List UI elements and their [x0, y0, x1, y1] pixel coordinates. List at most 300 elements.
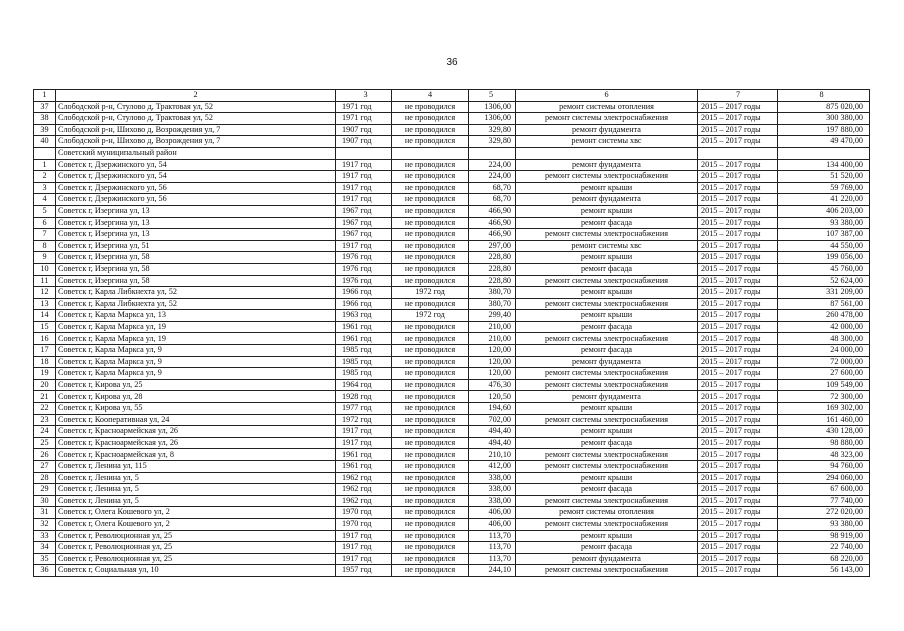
work-type-cell: ремонт системы электроснабжения [516, 414, 698, 426]
address-cell: Советск г, Дзержинского ул, 56 [56, 194, 336, 206]
overhaul-year-cell: не проводился [392, 495, 469, 507]
row-number: 14 [34, 310, 56, 322]
table-row [34, 426, 870, 438]
row-number: 19 [34, 368, 56, 380]
district-row [34, 147, 870, 159]
row-number: 12 [34, 287, 56, 299]
row-number: 24 [34, 426, 56, 438]
work-type-cell: ремонт фасада [516, 217, 698, 229]
build-year-cell: 1985 год [336, 368, 392, 380]
column-number-5: 5 [469, 90, 516, 102]
table-row [34, 379, 870, 391]
build-year-cell: 1976 год [336, 275, 392, 287]
table-row [34, 437, 870, 449]
row-number: 1 [34, 159, 56, 171]
period-cell: 2015 – 2017 годы [698, 275, 778, 287]
work-type-cell: ремонт системы электроснабжения [516, 229, 698, 241]
overhaul-year-cell: не проводился [392, 252, 469, 264]
area-cell: 1306,00 [469, 113, 516, 125]
work-type-cell: ремонт крыши [516, 205, 698, 217]
work-type-cell: ремонт системы электроснабжения [516, 113, 698, 125]
address-cell: Советск г, Дзержинского ул, 54 [56, 159, 336, 171]
table-row [34, 414, 870, 426]
row-number: 9 [34, 252, 56, 264]
overhaul-year-cell: не проводился [392, 182, 469, 194]
area-cell: 329,80 [469, 136, 516, 148]
build-year-cell: 1957 год [336, 565, 392, 577]
area-cell: 406,00 [469, 518, 516, 530]
work-type-cell: ремонт фасада [516, 437, 698, 449]
table-row [34, 495, 870, 507]
area-cell: 113,70 [469, 553, 516, 565]
address-cell: Советск г, Ленина ул, 115 [56, 461, 336, 473]
column-number-3: 3 [336, 90, 392, 102]
period-cell: 2015 – 2017 годы [698, 101, 778, 113]
period-cell: 2015 – 2017 годы [698, 391, 778, 403]
area-cell: 1306,00 [469, 101, 516, 113]
work-type-cell: ремонт системы электроснабжения [516, 565, 698, 577]
cost-cell: 331 209,00 [778, 287, 870, 299]
work-type-cell: ремонт системы электроснабжения [516, 333, 698, 345]
address-cell: Советск г, Кооперативная ул, 24 [56, 414, 336, 426]
overhaul-year-cell: не проводился [392, 124, 469, 136]
table-row [34, 542, 870, 554]
cost-cell: 72 300,00 [778, 391, 870, 403]
build-year-cell: 1917 год [336, 240, 392, 252]
overhaul-year-cell: не проводился [392, 217, 469, 229]
overhaul-year-cell: не проводился [392, 565, 469, 577]
work-type-cell: ремонт крыши [516, 310, 698, 322]
address-cell: Советск г, Кирова ул, 28 [56, 391, 336, 403]
build-year-cell: 1985 год [336, 345, 392, 357]
build-year-cell: 1917 год [336, 530, 392, 542]
address-cell: Советск г, Революционная ул, 25 [56, 553, 336, 565]
row-number: 32 [34, 518, 56, 530]
build-year-cell: 1976 год [336, 252, 392, 264]
period-cell: 2015 – 2017 годы [698, 530, 778, 542]
table-row [34, 240, 870, 252]
area-cell: 466,90 [469, 229, 516, 241]
overhaul-year-cell: не проводился [392, 159, 469, 171]
overhaul-year-cell: не проводился [392, 518, 469, 530]
work-type-cell: ремонт системы электроснабжения [516, 275, 698, 287]
table-row [34, 553, 870, 565]
work-type-cell: ремонт крыши [516, 403, 698, 415]
overhaul-year-cell: не проводился [392, 507, 469, 519]
build-year-cell: 1967 год [336, 217, 392, 229]
build-year-cell: 1964 год [336, 379, 392, 391]
row-number: 27 [34, 461, 56, 473]
overhaul-year-cell: не проводился [392, 437, 469, 449]
table-row [34, 287, 870, 299]
work-type-cell: ремонт крыши [516, 252, 698, 264]
area-cell: 228,80 [469, 252, 516, 264]
cost-cell: 93 380,00 [778, 518, 870, 530]
row-number: 31 [34, 507, 56, 519]
overhaul-year-cell: не проводился [392, 403, 469, 415]
work-type-cell: ремонт фасада [516, 484, 698, 496]
table-row [34, 461, 870, 473]
table-row [34, 275, 870, 287]
cost-cell: 77 740,00 [778, 495, 870, 507]
work-type-cell: ремонт фундамента [516, 194, 698, 206]
address-cell: Советск г, Карла Маркса ул, 9 [56, 368, 336, 380]
work-type-cell: ремонт системы электроснабжения [516, 171, 698, 183]
address-cell: Советск г, Карла Маркса ул, 19 [56, 321, 336, 333]
repair-registry-table [33, 89, 870, 577]
cost-cell: 48 323,00 [778, 449, 870, 461]
address-cell: Советск г, Карла Маркса ул, 9 [56, 345, 336, 357]
address-cell: Советск г, Карла Либкнехта ул, 52 [56, 298, 336, 310]
row-number: 34 [34, 542, 56, 554]
cost-cell: 294 060,00 [778, 472, 870, 484]
table-row [34, 368, 870, 380]
build-year-cell: 1966 год [336, 287, 392, 299]
work-type-cell: ремонт крыши [516, 182, 698, 194]
period-cell: 2015 – 2017 годы [698, 252, 778, 264]
table-row [34, 263, 870, 275]
cost-cell: 72 000,00 [778, 356, 870, 368]
period-cell: 2015 – 2017 годы [698, 298, 778, 310]
area-cell: 68,70 [469, 182, 516, 194]
area-cell: 120,00 [469, 356, 516, 368]
cost-cell: 41 220,00 [778, 194, 870, 206]
address-cell: Слободской р-н, Шихово д, Возрождения ул, 7 [56, 124, 336, 136]
overhaul-year-cell: не проводился [392, 356, 469, 368]
empty-cell [778, 147, 870, 159]
overhaul-year-cell: не проводился [392, 542, 469, 554]
empty-cell [392, 147, 469, 159]
row-number: 25 [34, 437, 56, 449]
work-type-cell: ремонт системы отопления [516, 507, 698, 519]
area-cell: 338,00 [469, 484, 516, 496]
cost-cell: 134 400,00 [778, 159, 870, 171]
cost-cell: 199 056,00 [778, 252, 870, 264]
area-cell: 702,00 [469, 414, 516, 426]
cost-cell: 94 760,00 [778, 461, 870, 473]
address-cell: Советск г, Изергина ул, 58 [56, 252, 336, 264]
row-number: 30 [34, 495, 56, 507]
build-year-cell: 1972 год [336, 414, 392, 426]
overhaul-year-cell: не проводился [392, 101, 469, 113]
period-cell: 2015 – 2017 годы [698, 182, 778, 194]
table-row [34, 449, 870, 461]
period-cell: 2015 – 2017 годы [698, 542, 778, 554]
overhaul-year-cell: не проводился [392, 194, 469, 206]
period-cell: 2015 – 2017 годы [698, 461, 778, 473]
overhaul-year-cell: не проводился [392, 298, 469, 310]
cost-cell: 51 520,00 [778, 171, 870, 183]
work-type-cell: ремонт крыши [516, 426, 698, 438]
area-cell: 329,80 [469, 124, 516, 136]
overhaul-year-cell: не проводился [392, 484, 469, 496]
row-number: 29 [34, 484, 56, 496]
build-year-cell: 1917 год [336, 171, 392, 183]
overhaul-year-cell: не проводился [392, 240, 469, 252]
build-year-cell: 1907 год [336, 136, 392, 148]
address-cell: Советск г, Красноармейская ул, 26 [56, 426, 336, 438]
row-number: 6 [34, 217, 56, 229]
row-number: 26 [34, 449, 56, 461]
address-cell: Слободской р-н, Стулово д, Трактовая ул, 52 [56, 113, 336, 125]
address-cell: Советск г, Изергина ул, 13 [56, 229, 336, 241]
area-cell: 224,00 [469, 171, 516, 183]
area-cell: 210,00 [469, 333, 516, 345]
row-number: 36 [34, 565, 56, 577]
address-cell: Советск г, Изергина ул, 13 [56, 205, 336, 217]
row-number: 17 [34, 345, 56, 357]
build-year-cell: 1917 год [336, 182, 392, 194]
period-cell: 2015 – 2017 годы [698, 553, 778, 565]
work-type-cell: ремонт системы хвс [516, 240, 698, 252]
page-number: 36 [446, 57, 458, 68]
build-year-cell: 1907 год [336, 124, 392, 136]
build-year-cell: 1917 год [336, 553, 392, 565]
address-cell: Советск г, Ленина ул, 5 [56, 484, 336, 496]
area-cell: 224,00 [469, 159, 516, 171]
period-cell: 2015 – 2017 годы [698, 263, 778, 275]
cost-cell: 93 380,00 [778, 217, 870, 229]
overhaul-year-cell: не проводился [392, 205, 469, 217]
period-cell: 2015 – 2017 годы [698, 333, 778, 345]
work-type-cell: ремонт системы электроснабжения [516, 298, 698, 310]
period-cell: 2015 – 2017 годы [698, 159, 778, 171]
area-cell: 120,00 [469, 345, 516, 357]
row-number: 16 [34, 333, 56, 345]
overhaul-year-cell: не проводился [392, 345, 469, 357]
row-number: 21 [34, 391, 56, 403]
row-number: 15 [34, 321, 56, 333]
work-type-cell: ремонт системы отопления [516, 101, 698, 113]
column-number-2: 2 [56, 90, 336, 102]
table-row [34, 518, 870, 530]
table-body [34, 90, 870, 577]
row-number: 39 [34, 124, 56, 136]
area-cell: 68,70 [469, 194, 516, 206]
table-row [34, 321, 870, 333]
cost-cell: 45 760,00 [778, 263, 870, 275]
build-year-cell: 1966 год [336, 298, 392, 310]
address-cell: Советск г, Революционная ул, 25 [56, 530, 336, 542]
table-row [34, 356, 870, 368]
table-row [34, 530, 870, 542]
address-cell: Советск г, Революционная ул, 25 [56, 542, 336, 554]
work-type-cell: ремонт системы электроснабжения [516, 379, 698, 391]
overhaul-year-cell: не проводился [392, 275, 469, 287]
work-type-cell: ремонт крыши [516, 472, 698, 484]
area-cell: 466,90 [469, 205, 516, 217]
cost-cell: 875 020,00 [778, 101, 870, 113]
build-year-cell: 1928 год [336, 391, 392, 403]
build-year-cell: 1963 год [336, 310, 392, 322]
period-cell: 2015 – 2017 годы [698, 356, 778, 368]
period-cell: 2015 – 2017 годы [698, 124, 778, 136]
area-cell: 466,90 [469, 217, 516, 229]
overhaul-year-cell: не проводился [392, 113, 469, 125]
area-cell: 297,00 [469, 240, 516, 252]
work-type-cell: ремонт крыши [516, 530, 698, 542]
empty-cell [34, 147, 56, 159]
table-row [34, 507, 870, 519]
table-row [34, 252, 870, 264]
period-cell: 2015 – 2017 годы [698, 449, 778, 461]
row-number: 22 [34, 403, 56, 415]
row-number: 10 [34, 263, 56, 275]
column-number-8: 8 [778, 90, 870, 102]
overhaul-year-cell: не проводился [392, 368, 469, 380]
address-cell: Советск г, Кирова ул, 55 [56, 403, 336, 415]
period-cell: 2015 – 2017 годы [698, 484, 778, 496]
area-cell: 476,30 [469, 379, 516, 391]
table-row [34, 101, 870, 113]
row-number: 28 [34, 472, 56, 484]
area-cell: 113,70 [469, 530, 516, 542]
build-year-cell: 1962 год [336, 484, 392, 496]
work-type-cell: ремонт фасада [516, 542, 698, 554]
address-cell: Советск г, Дзержинского ул, 54 [56, 171, 336, 183]
cost-cell: 42 000,00 [778, 321, 870, 333]
area-cell: 494,40 [469, 437, 516, 449]
overhaul-year-cell: не проводился [392, 426, 469, 438]
district-label: Советский муниципальный район [56, 147, 336, 159]
period-cell: 2015 – 2017 годы [698, 368, 778, 380]
table-row [34, 310, 870, 322]
work-type-cell: ремонт фасада [516, 263, 698, 275]
period-cell: 2015 – 2017 годы [698, 287, 778, 299]
work-type-cell: ремонт системы хвс [516, 136, 698, 148]
period-cell: 2015 – 2017 годы [698, 437, 778, 449]
area-cell: 120,00 [469, 368, 516, 380]
cost-cell: 197 880,00 [778, 124, 870, 136]
period-cell: 2015 – 2017 годы [698, 379, 778, 391]
build-year-cell: 1970 год [336, 518, 392, 530]
header-row [34, 90, 870, 102]
address-cell: Слободской р-н, Шихово д, Возрождения ул, 7 [56, 136, 336, 148]
empty-cell [336, 147, 392, 159]
area-cell: 210,10 [469, 449, 516, 461]
address-cell: Советск г, Олега Кошевого ул, 2 [56, 518, 336, 530]
overhaul-year-cell: не проводился [392, 263, 469, 275]
table-row [34, 113, 870, 125]
build-year-cell: 1961 год [336, 321, 392, 333]
overhaul-year-cell: 1972 год [392, 310, 469, 322]
table-row [34, 182, 870, 194]
cost-cell: 48 300,00 [778, 333, 870, 345]
table-row [34, 205, 870, 217]
row-number: 7 [34, 229, 56, 241]
overhaul-year-cell: не проводился [392, 449, 469, 461]
row-number: 2 [34, 171, 56, 183]
row-number: 23 [34, 414, 56, 426]
build-year-cell: 1962 год [336, 472, 392, 484]
build-year-cell: 1917 год [336, 194, 392, 206]
address-cell: Советск г, Карла Маркса ул, 19 [56, 333, 336, 345]
cost-cell: 406 203,00 [778, 205, 870, 217]
table-row [34, 345, 870, 357]
address-cell: Советск г, Кирова ул, 25 [56, 379, 336, 391]
build-year-cell: 1917 год [336, 426, 392, 438]
area-cell: 113,70 [469, 542, 516, 554]
build-year-cell: 1917 год [336, 159, 392, 171]
cost-cell: 52 624,00 [778, 275, 870, 287]
row-number: 37 [34, 101, 56, 113]
cost-cell: 24 000,00 [778, 345, 870, 357]
table-row [34, 124, 870, 136]
column-number-6: 6 [516, 90, 698, 102]
column-number-7: 7 [698, 90, 778, 102]
table-row [34, 171, 870, 183]
cost-cell: 260 478,00 [778, 310, 870, 322]
cost-cell: 109 549,00 [778, 379, 870, 391]
work-type-cell: ремонт фундамента [516, 124, 698, 136]
build-year-cell: 1961 год [336, 449, 392, 461]
build-year-cell: 1971 год [336, 101, 392, 113]
address-cell: Советск г, Красноармейская ул, 8 [56, 449, 336, 461]
empty-cell [698, 147, 778, 159]
period-cell: 2015 – 2017 годы [698, 518, 778, 530]
build-year-cell: 1961 год [336, 461, 392, 473]
cost-cell: 67 600,00 [778, 484, 870, 496]
row-number: 8 [34, 240, 56, 252]
cost-cell: 49 470,00 [778, 136, 870, 148]
build-year-cell: 1971 год [336, 113, 392, 125]
overhaul-year-cell: не проводился [392, 136, 469, 148]
column-number-1: 1 [34, 90, 56, 102]
overhaul-year-cell: не проводился [392, 530, 469, 542]
overhaul-year-cell: не проводился [392, 391, 469, 403]
cost-cell: 272 020,00 [778, 507, 870, 519]
period-cell: 2015 – 2017 годы [698, 321, 778, 333]
empty-cell [516, 147, 698, 159]
overhaul-year-cell: не проводился [392, 472, 469, 484]
cost-cell: 300 380,00 [778, 113, 870, 125]
table-row [34, 484, 870, 496]
address-cell: Советск г, Изергина ул, 51 [56, 240, 336, 252]
address-cell: Советск г, Олега Кошевого ул, 2 [56, 507, 336, 519]
row-number: 33 [34, 530, 56, 542]
row-number: 3 [34, 182, 56, 194]
build-year-cell: 1917 год [336, 437, 392, 449]
build-year-cell: 1970 год [336, 507, 392, 519]
work-type-cell: ремонт системы электроснабжения [516, 518, 698, 530]
table-row [34, 391, 870, 403]
address-cell: Советск г, Ленина ул, 5 [56, 495, 336, 507]
area-cell: 120,50 [469, 391, 516, 403]
table-row [34, 159, 870, 171]
row-number: 13 [34, 298, 56, 310]
area-cell: 228,80 [469, 263, 516, 275]
work-type-cell: ремонт системы электроснабжения [516, 449, 698, 461]
period-cell: 2015 – 2017 годы [698, 136, 778, 148]
area-cell: 412,00 [469, 461, 516, 473]
cost-cell: 98 880,00 [778, 437, 870, 449]
overhaul-year-cell: не проводился [392, 333, 469, 345]
cost-cell: 56 143,00 [778, 565, 870, 577]
period-cell: 2015 – 2017 годы [698, 194, 778, 206]
row-number: 11 [34, 275, 56, 287]
cost-cell: 161 460,00 [778, 414, 870, 426]
cost-cell: 430 128,00 [778, 426, 870, 438]
address-cell: Советск г, Ленина ул, 5 [56, 472, 336, 484]
build-year-cell: 1985 год [336, 356, 392, 368]
row-number: 35 [34, 553, 56, 565]
work-type-cell: ремонт системы электроснабжения [516, 368, 698, 380]
overhaul-year-cell: не проводился [392, 379, 469, 391]
overhaul-year-cell: не проводился [392, 229, 469, 241]
area-cell: 244,10 [469, 565, 516, 577]
area-cell: 194,60 [469, 403, 516, 415]
row-number: 5 [34, 205, 56, 217]
